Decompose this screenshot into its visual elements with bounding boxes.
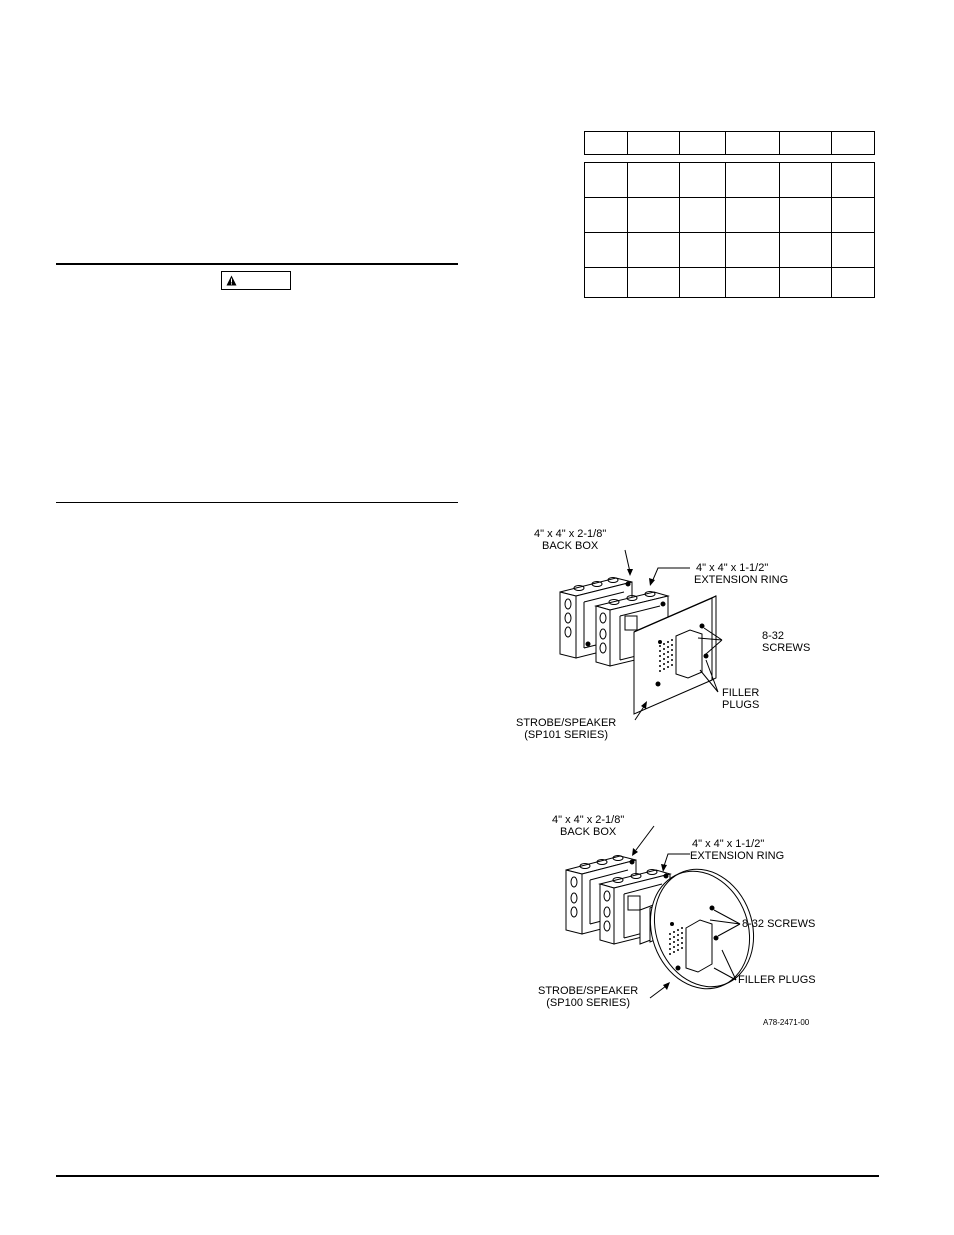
table-cell — [780, 132, 832, 155]
table-row — [585, 268, 875, 298]
fig1-back-box-label: 4" x 4" x 2-1/8" BACK BOX — [534, 528, 607, 552]
table-cell — [726, 132, 780, 155]
table-row — [585, 233, 875, 268]
warning-bottom-rule — [56, 502, 458, 503]
table-cell — [832, 132, 875, 155]
fig2-extension-ring-label: 4" x 4" x 1-1/2" EXTENSION RING — [690, 838, 785, 862]
warning-badge — [221, 271, 291, 290]
warning-triangle-icon — [226, 275, 237, 286]
warning-top-rule — [56, 263, 458, 265]
fig2-filler-plugs-label: FILLER PLUGS — [738, 974, 816, 986]
fig1-screws-label: 8-32 SCREWS — [762, 630, 811, 654]
spec-table-header — [584, 131, 875, 155]
table-row — [585, 198, 875, 233]
leader-ext-ring — [664, 854, 690, 866]
fig1-device-label: STROBE/SPEAKER (SP101 SERIES) — [516, 717, 617, 741]
fig2-back-box-label: 4" x 4" x 2-1/8" BACK BOX — [552, 814, 625, 838]
fig1-filler-plugs-label: FILLER PLUGS — [722, 687, 760, 711]
table-cell — [585, 132, 628, 155]
fig2-screws-label: 8-32 SCREWS — [742, 918, 816, 930]
footer-rule — [56, 1175, 879, 1177]
leader-ext-ring — [652, 568, 690, 582]
table-cell — [680, 132, 726, 155]
fig1-extension-ring-label: 4" x 4" x 1-1/2" EXTENSION RING — [694, 562, 789, 586]
figure-sp100-mounting — [500, 810, 860, 1035]
leader-back-box — [636, 826, 654, 850]
drawing-code: A78-2471-00 — [763, 1018, 810, 1027]
spec-table-body — [584, 162, 875, 298]
figure-sp101-mounting — [500, 520, 860, 750]
leader-back-box — [625, 550, 630, 572]
table-row — [585, 163, 875, 198]
table-cell — [628, 132, 680, 155]
fig2-device-label: STROBE/SPEAKER (SP100 SERIES) — [538, 985, 639, 1009]
leader-device — [650, 986, 666, 998]
